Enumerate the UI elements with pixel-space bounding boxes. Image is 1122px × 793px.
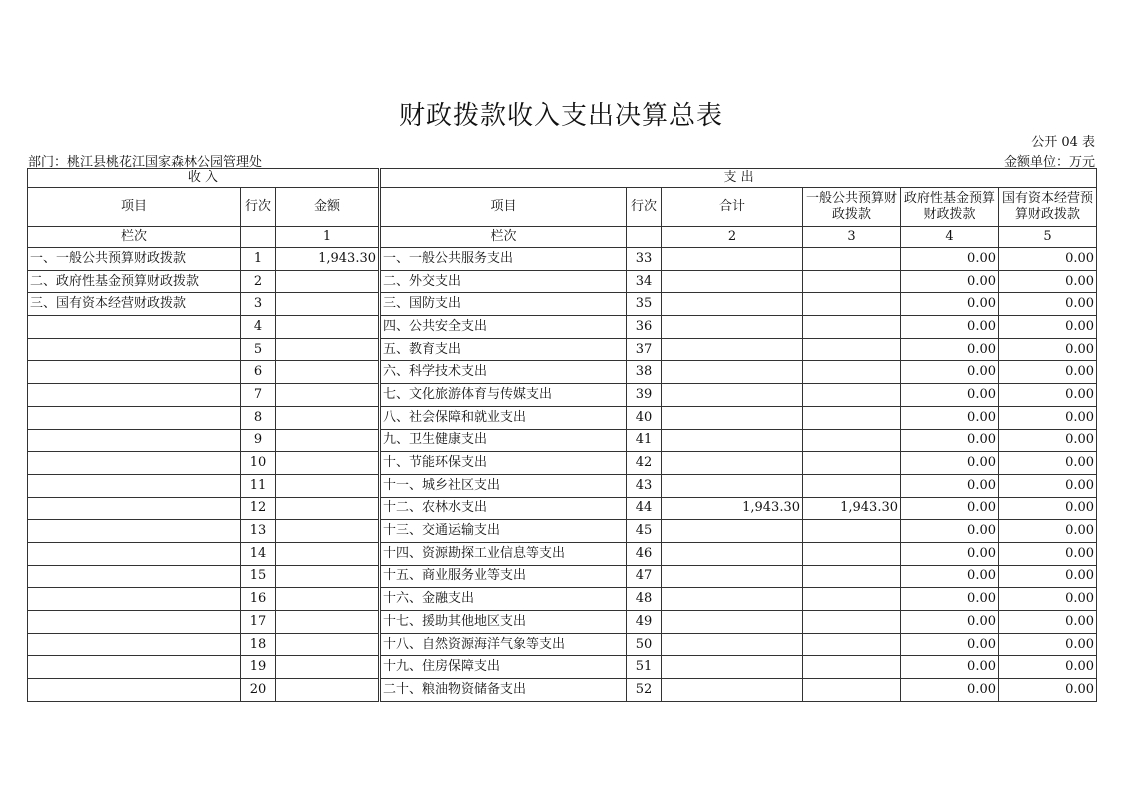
- gov-fund-cell: 0.00: [901, 542, 999, 565]
- income-amount-cell: [276, 361, 380, 384]
- income-amount-cell: [276, 542, 380, 565]
- table-row: [28, 406, 1097, 429]
- col-num-1: 1: [276, 227, 380, 248]
- state-capital-cell: 0.00: [999, 542, 1097, 565]
- income-item-cell: 二、政府性基金预算财政拨款: [28, 270, 241, 293]
- expense-rowno-cell: 34: [627, 270, 662, 293]
- total-cell: [662, 679, 803, 702]
- income-amount-cell: [276, 270, 380, 293]
- income-amount-cell: [276, 679, 380, 702]
- gov-fund-cell: 0.00: [901, 338, 999, 361]
- table-row: [28, 384, 1097, 407]
- income-rowno-cell: 15: [241, 565, 276, 588]
- total-cell: [662, 248, 803, 271]
- state-capital-cell: 0.00: [999, 565, 1097, 588]
- general-budget-cell: [803, 542, 901, 565]
- total-cell: [662, 293, 803, 316]
- col-empty: [241, 227, 276, 248]
- income-amount-cell: [276, 474, 380, 497]
- gov-fund-cell: 0.00: [901, 316, 999, 339]
- state-capital-header: 国有资本经营预算财政拨款: [999, 188, 1097, 227]
- general-budget-cell: [803, 406, 901, 429]
- income-amount-cell: [276, 611, 380, 634]
- income-rowno-cell: 1: [241, 248, 276, 271]
- state-capital-cell: 0.00: [999, 316, 1097, 339]
- general-budget-cell: [803, 384, 901, 407]
- income-item-cell: [28, 565, 241, 588]
- general-budget-cell: [803, 293, 901, 316]
- expense-item-cell: 十七、援助其他地区支出: [380, 611, 627, 634]
- table-row: [28, 316, 1097, 339]
- expense-item-cell: 七、文化旅游体育与传媒支出: [380, 384, 627, 407]
- total-cell: 1,943.30: [662, 497, 803, 520]
- income-rowno-cell: 9: [241, 429, 276, 452]
- state-capital-cell: 0.00: [999, 520, 1097, 543]
- expense-rowno-cell: 44: [627, 497, 662, 520]
- state-capital-cell: 0.00: [999, 497, 1097, 520]
- general-budget-cell: [803, 429, 901, 452]
- general-budget-cell: [803, 633, 901, 656]
- header-row-colnums: [28, 227, 1097, 248]
- gov-fund-cell: 0.00: [901, 656, 999, 679]
- gov-fund-cell: 0.00: [901, 384, 999, 407]
- income-rowno-header: 行次: [241, 188, 276, 227]
- table-row: [28, 248, 1097, 271]
- state-capital-cell: 0.00: [999, 656, 1097, 679]
- total-cell: [662, 611, 803, 634]
- expense-rowno-cell: 46: [627, 542, 662, 565]
- total-cell: [662, 429, 803, 452]
- income-item-cell: [28, 588, 241, 611]
- col-num-2: 2: [662, 227, 803, 248]
- expense-item-cell: 十五、商业服务业等支出: [380, 565, 627, 588]
- income-item-cell: [28, 520, 241, 543]
- income-rowno-cell: 3: [241, 293, 276, 316]
- expense-rowno-cell: 51: [627, 656, 662, 679]
- expense-item-header: 项目: [380, 188, 627, 227]
- expense-rowno-cell: 40: [627, 406, 662, 429]
- gov-fund-cell: 0.00: [901, 429, 999, 452]
- gov-fund-cell: 0.00: [901, 633, 999, 656]
- income-amount-cell: [276, 633, 380, 656]
- general-budget-cell: [803, 316, 901, 339]
- gov-fund-cell: 0.00: [901, 293, 999, 316]
- expense-item-cell: 十一、城乡社区支出: [380, 474, 627, 497]
- general-budget-cell: [803, 565, 901, 588]
- table-row: [28, 656, 1097, 679]
- income-item-cell: [28, 497, 241, 520]
- income-amount-cell: [276, 656, 380, 679]
- table-row: [28, 270, 1097, 293]
- expense-rowno-cell: 38: [627, 361, 662, 384]
- income-amount-cell: [276, 293, 380, 316]
- income-item-cell: [28, 338, 241, 361]
- table-row: [28, 361, 1097, 384]
- expense-item-cell: 五、教育支出: [380, 338, 627, 361]
- income-item-cell: [28, 361, 241, 384]
- form-number: 公开 04 表: [1031, 135, 1095, 150]
- expense-rowno-cell: 52: [627, 679, 662, 702]
- total-cell: [662, 520, 803, 543]
- expense-item-cell: 一、一般公共服务支出: [380, 248, 627, 271]
- state-capital-cell: 0.00: [999, 270, 1097, 293]
- income-rowno-cell: 20: [241, 679, 276, 702]
- department-label: 部门：桃江县桃花江国家森林公园管理处: [28, 155, 263, 170]
- expense-item-cell: 十六、金融支出: [380, 588, 627, 611]
- page-title: 财政拨款收入支出决算总表: [398, 101, 723, 131]
- income-item-header: 项目: [28, 188, 241, 227]
- table-row: [28, 588, 1097, 611]
- col-num-5: 5: [999, 227, 1097, 248]
- unit-label: 金额单位：万元: [1003, 155, 1095, 170]
- income-amount-cell: [276, 384, 380, 407]
- total-header: 合计: [662, 188, 803, 227]
- total-cell: [662, 270, 803, 293]
- total-cell: [662, 452, 803, 475]
- expense-item-cell: 十八、自然资源海洋气象等支出: [380, 633, 627, 656]
- general-budget-cell: [803, 588, 901, 611]
- state-capital-cell: 0.00: [999, 452, 1097, 475]
- income-rowno-cell: 2: [241, 270, 276, 293]
- income-section-header: 收 入: [28, 169, 380, 188]
- total-cell: [662, 588, 803, 611]
- income-rowno-cell: 7: [241, 384, 276, 407]
- header-row-columns: [28, 188, 1097, 227]
- expense-item-cell: 四、公共安全支出: [380, 316, 627, 339]
- gov-fund-cell: 0.00: [901, 497, 999, 520]
- income-rowno-cell: 8: [241, 406, 276, 429]
- income-item-cell: [28, 452, 241, 475]
- table-row: [28, 611, 1097, 634]
- income-amount-cell: [276, 497, 380, 520]
- income-rowno-cell: 10: [241, 452, 276, 475]
- state-capital-cell: 0.00: [999, 633, 1097, 656]
- table-row: [28, 542, 1097, 565]
- col-num-4: 4: [901, 227, 999, 248]
- general-budget-cell: [803, 520, 901, 543]
- gov-fund-cell: 0.00: [901, 520, 999, 543]
- general-budget-cell: [803, 452, 901, 475]
- income-item-cell: [28, 542, 241, 565]
- general-budget-header: 一般公共预算财政拨款: [803, 188, 901, 227]
- expense-item-cell: 十三、交通运输支出: [380, 520, 627, 543]
- total-cell: [662, 633, 803, 656]
- table-row: [28, 429, 1097, 452]
- income-item-cell: [28, 316, 241, 339]
- general-budget-cell: [803, 361, 901, 384]
- general-budget-cell: [803, 611, 901, 634]
- income-amount-cell: [276, 520, 380, 543]
- income-amount-cell: [276, 588, 380, 611]
- expense-item-cell: 二十、粮油物资储备支出: [380, 679, 627, 702]
- income-amount-cell: [276, 565, 380, 588]
- expense-rowno-cell: 48: [627, 588, 662, 611]
- table-row: [28, 293, 1097, 316]
- income-item-cell: [28, 611, 241, 634]
- table-row: [28, 338, 1097, 361]
- total-cell: [662, 316, 803, 339]
- income-rowno-cell: 16: [241, 588, 276, 611]
- col-label: 栏次: [28, 227, 241, 248]
- income-rowno-cell: 13: [241, 520, 276, 543]
- expense-rowno-cell: 39: [627, 384, 662, 407]
- income-amount-cell: [276, 316, 380, 339]
- income-item-cell: [28, 633, 241, 656]
- expense-rowno-cell: 36: [627, 316, 662, 339]
- income-item-cell: [28, 406, 241, 429]
- general-budget-cell: [803, 338, 901, 361]
- total-cell: [662, 406, 803, 429]
- total-cell: [662, 542, 803, 565]
- general-budget-cell: [803, 270, 901, 293]
- expense-rowno-cell: 50: [627, 633, 662, 656]
- general-budget-cell: [803, 679, 901, 702]
- expense-rowno-cell: 41: [627, 429, 662, 452]
- table-row: [28, 497, 1097, 520]
- income-amount-cell: [276, 406, 380, 429]
- total-cell: [662, 565, 803, 588]
- expense-rowno-cell: 35: [627, 293, 662, 316]
- expense-item-cell: 六、科学技术支出: [380, 361, 627, 384]
- expense-rowno-cell: 45: [627, 520, 662, 543]
- income-item-cell: [28, 656, 241, 679]
- expense-item-cell: 十、节能环保支出: [380, 452, 627, 475]
- total-cell: [662, 474, 803, 497]
- gov-fund-cell: 0.00: [901, 452, 999, 475]
- expense-item-cell: 十九、住房保障支出: [380, 656, 627, 679]
- general-budget-cell: [803, 656, 901, 679]
- expense-rowno-cell: 37: [627, 338, 662, 361]
- expense-rowno-cell: 47: [627, 565, 662, 588]
- expense-item-cell: 十二、农林水支出: [380, 497, 627, 520]
- expense-item-cell: 二、外交支出: [380, 270, 627, 293]
- state-capital-cell: 0.00: [999, 406, 1097, 429]
- income-item-cell: 一、一般公共预算财政拨款: [28, 248, 241, 271]
- table-row: [28, 520, 1097, 543]
- gov-fund-cell: 0.00: [901, 270, 999, 293]
- income-rowno-cell: 11: [241, 474, 276, 497]
- general-budget-cell: 1,943.30: [803, 497, 901, 520]
- income-rowno-cell: 17: [241, 611, 276, 634]
- total-cell: [662, 338, 803, 361]
- state-capital-cell: 0.00: [999, 338, 1097, 361]
- total-cell: [662, 384, 803, 407]
- income-rowno-cell: 5: [241, 338, 276, 361]
- gov-fund-cell: 0.00: [901, 565, 999, 588]
- expense-rowno-cell: 49: [627, 611, 662, 634]
- income-amount-cell: [276, 452, 380, 475]
- header-row-sections: [28, 169, 1097, 188]
- expense-item-cell: 三、国防支出: [380, 293, 627, 316]
- gov-fund-cell: 0.00: [901, 361, 999, 384]
- gov-fund-cell: 0.00: [901, 611, 999, 634]
- gov-fund-cell: 0.00: [901, 588, 999, 611]
- total-cell: [662, 656, 803, 679]
- total-cell: [662, 361, 803, 384]
- income-item-cell: [28, 384, 241, 407]
- general-budget-cell: [803, 248, 901, 271]
- income-amount-header: 金额: [276, 188, 380, 227]
- income-rowno-cell: 18: [241, 633, 276, 656]
- income-item-cell: [28, 429, 241, 452]
- col-num-3: 3: [803, 227, 901, 248]
- col-empty-2: [627, 227, 662, 248]
- income-amount-cell: 1,943.30: [276, 248, 380, 271]
- state-capital-cell: 0.00: [999, 293, 1097, 316]
- state-capital-cell: 0.00: [999, 248, 1097, 271]
- general-budget-cell: [803, 474, 901, 497]
- gov-fund-header: 政府性基金预算财政拨款: [901, 188, 999, 227]
- expense-rowno-cell: 33: [627, 248, 662, 271]
- gov-fund-cell: 0.00: [901, 248, 999, 271]
- gov-fund-cell: 0.00: [901, 406, 999, 429]
- state-capital-cell: 0.00: [999, 429, 1097, 452]
- income-rowno-cell: 6: [241, 361, 276, 384]
- expense-rowno-header: 行次: [627, 188, 662, 227]
- state-capital-cell: 0.00: [999, 361, 1097, 384]
- income-amount-cell: [276, 429, 380, 452]
- income-amount-cell: [276, 338, 380, 361]
- income-item-cell: [28, 679, 241, 702]
- income-rowno-cell: 4: [241, 316, 276, 339]
- state-capital-cell: 0.00: [999, 611, 1097, 634]
- state-capital-cell: 0.00: [999, 474, 1097, 497]
- expense-rowno-cell: 43: [627, 474, 662, 497]
- budget-table: [27, 168, 1097, 702]
- state-capital-cell: 0.00: [999, 384, 1097, 407]
- col-label-2: 栏次: [380, 227, 627, 248]
- table-row: [28, 565, 1097, 588]
- table-row: [28, 452, 1097, 475]
- state-capital-cell: 0.00: [999, 588, 1097, 611]
- expense-item-cell: 九、卫生健康支出: [380, 429, 627, 452]
- table-row: [28, 679, 1097, 702]
- gov-fund-cell: 0.00: [901, 474, 999, 497]
- gov-fund-cell: 0.00: [901, 679, 999, 702]
- expense-section-header: 支 出: [380, 169, 1097, 188]
- table-row: [28, 633, 1097, 656]
- table-row: [28, 474, 1097, 497]
- expense-rowno-cell: 42: [627, 452, 662, 475]
- income-item-cell: [28, 474, 241, 497]
- income-rowno-cell: 12: [241, 497, 276, 520]
- state-capital-cell: 0.00: [999, 679, 1097, 702]
- income-item-cell: 三、国有资本经营财政拨款: [28, 293, 241, 316]
- expense-item-cell: 八、社会保障和就业支出: [380, 406, 627, 429]
- income-rowno-cell: 14: [241, 542, 276, 565]
- expense-item-cell: 十四、资源勘探工业信息等支出: [380, 542, 627, 565]
- income-rowno-cell: 19: [241, 656, 276, 679]
